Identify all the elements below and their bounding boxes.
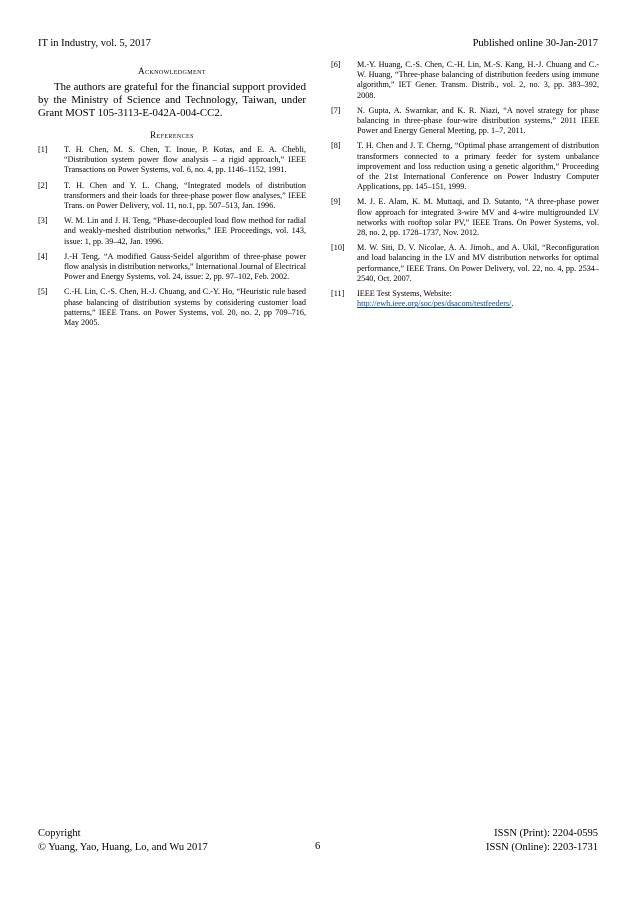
reference-number: [2] [38,180,48,190]
reference-text: C.-H. Lin, C.-S. Chen, H.-J. Chuang, and C.-Y. Ho, “Heuristic rule based phase balancing of distribution systems by considering customer load patterns,” IEEE Trans. on Power Systems, vol. 20, no. 2, pp 709–716, May 2005. [64,287,306,328]
reference-text: IEEE Test Systems, Website: [357,289,452,299]
journal-header: IT in Industry, vol. 5, 2017 [38,38,151,49]
issn-online: ISSN (Online): 2203-1731 [486,842,598,853]
test-feeders-link[interactable]: http://ewh.ieee.org/soc/pes/dsacom/testfeeders/ [357,299,512,309]
references-heading: References [150,130,194,140]
reference-text: M. W. Siti, D. V. Nicolae, A. A. Jimoh., and A. Ukil, “Reconfiguration and load balancing in the LV and MV distribution networks for optimal performance,” IEEE Trans. On Power Delivery, vol. 22, no. 4, pp. 2534–2540, Oct. 2007. [357,243,599,283]
reference-text: T. H. Chen and J. T. Cherng, “Optimal phase arrangement of distribution transformers connected to a primary feeder for system unbalance improvement and loss reduction using a genetic algorithm,” Proceeding of the 21st International Conference on Power Industry Computer Applications, pp. 145–151, 1999. [357,141,599,192]
reference-item [331,141,599,192]
reference-number: [5] [38,287,48,297]
reference-text: T. H. Chen, M. S. Chen, T. Inoue, P. Kotas, and E. A. Chebli, “Distribution system power flow analysis – a rigid approach,” IEEE Transactions on Power Systems, vol. 6, no. 4, pp. 1146–1152, 1991. [64,145,306,175]
reference-text: N. Gupta, A. Swarnkar, and K. R. Niazi, “A novel strategy for phase balancing in three-phase four-wire distribution systems,” 2011 IEEE Power and Energy General Meeting, pp. 1–7, 2011. [357,105,599,136]
copyright-text: © Yuang, Yao, Huang, Lo, and Wu 2017 [38,842,208,853]
left-column [38,66,306,333]
reference-text: M.-Y. Huang, C.-S. Chen, C.-H. Lin, M.-S. Kang, H.-J. Chuang and C.-W. Huang, “Three-phase balancing of distribution feeders using immune algorithm,” IET Gener. Transm. Distrib., vol. 2, no. 3, pp. 383–392, 2008. [357,60,599,100]
reference-item [38,287,306,328]
issn-print: ISSN (Print): 2204-0595 [494,828,598,839]
reference-number: [3] [38,216,48,226]
reference-number: [9] [331,197,341,207]
reference-text: M. J. E. Alam, K. M. Muttaqi, and D. Sutanto, “A three-phase power flow approach for integrated 3-wire MV and 4-wire multigrounded LV networks with rooftop solar PV,” IEEE Trans. On Power Systems, vol. 28, no. 2, pp. 1728–1737, Nov. 2012. [357,197,599,238]
copyright-label: Copyright [38,828,81,839]
reference-number: [1] [38,145,48,154]
acknowledgment-text: The authors are grateful for the financial support provided by the Ministry of Science and Technology, Taiwan, under Grant MOST 105-3113-E-042A-004-CC2. [38,81,306,119]
reference-number: [7] [331,105,341,115]
reference-text: W. M. Lin and J. H. Teng, “Phase-decoupled load flow method for radial and weakly-meshed distribution networks,” IEE Proceedings, vol. 143, issue: 1, pp. 39–42, Jan. 1996. [64,216,306,246]
reference-item [331,197,599,238]
reference-number: [11] [331,289,345,299]
issn-block [486,827,598,855]
reference-item [331,289,599,309]
acknowledgment-heading: Acknowledgment [138,66,206,76]
reference-number: [10] [331,243,345,253]
reference-item [331,106,599,137]
publication-date-header: Published online 30-Jan-2017 [472,38,598,49]
reference-number: [6] [331,60,341,69]
reference-item [38,216,306,247]
reference-number: [8] [331,141,341,151]
reference-item [38,145,306,176]
reference-item [331,243,599,284]
page-number: 6 [315,841,321,852]
right-column [331,60,599,314]
reference-item [38,181,306,212]
reference-text: T. H. Chen and Y. L. Chang, “Integrated models of distribution transformers and their loads for three-phase power flow analyses,” IEEE Trans. on Power Delivery, vol. 11, no.1, pp. 507–513, Jan. 1996. [64,180,306,211]
reference-number: [4] [38,251,48,261]
reference-text: J.-H Teng, “A modified Gauss-Seidel algorithm of three-phase power flow analysis in distribution networks,” International Journal of Electrical Power and Energy Systems, vol. 24, issue: 2, pp. 97–102, Feb. 2002. [64,251,306,282]
copyright-block [38,827,208,855]
reference-item [331,60,599,101]
link-suffix: . [511,299,514,309]
reference-item [38,252,306,283]
